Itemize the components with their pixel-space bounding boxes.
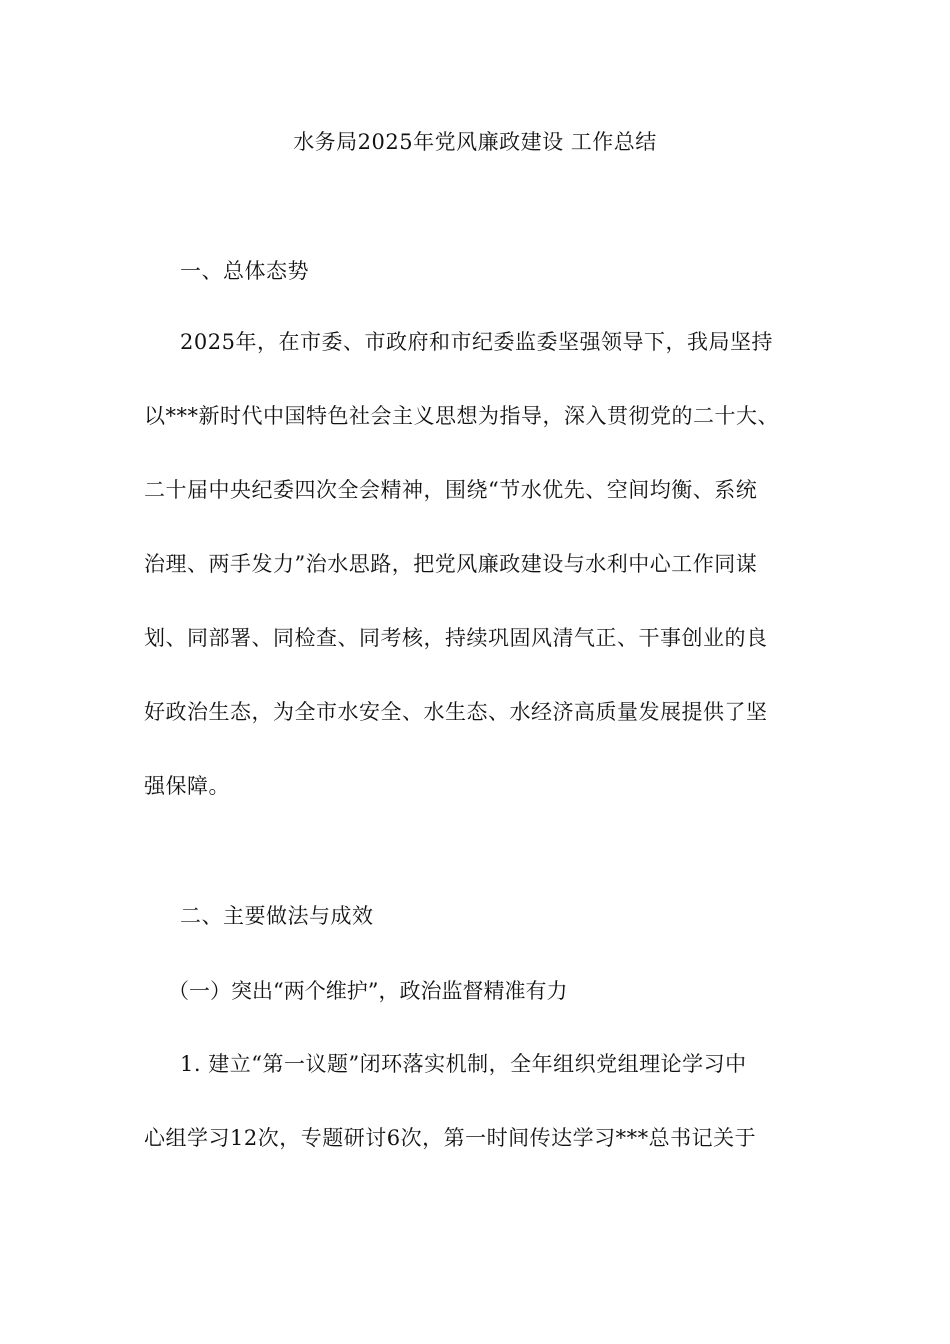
section-heading-practices: 二、主要做法与成效 (180, 904, 374, 928)
subsection-heading: （一）突出“两个维护”，政治监督精准有力 (168, 979, 568, 1003)
paragraph-line: 1. 建立“第一议题”闭环落实机制，全年组织党组理论学习中 (180, 1052, 747, 1076)
paragraph-line: 好政治生态，为全市水安全、水生态、水经济高质量发展提供了坚 (144, 700, 768, 724)
document-title: 水务局2025年党风廉政建设 工作总结 (293, 130, 657, 154)
paragraph-line: 二十届中央纪委四次全会精神，围绕“节水优先、空间均衡、系统 (144, 478, 758, 502)
paragraph-overall (144, 326, 804, 844)
paragraph-line: 强保障。 (144, 774, 230, 798)
paragraph-line: 2025年，在市委、市政府和市纪委监委坚强领导下，我局坚持 (180, 330, 773, 354)
paragraph-line: 以***新时代中国特色社会主义思想为指导，深入贯彻党的二十大、 (144, 404, 779, 428)
paragraph-line: 心组学习12次，专题研讨6次，第一时间传达学习***总书记关于 (144, 1126, 757, 1150)
paragraph-item-1 (144, 1048, 804, 1196)
paragraph-line: 划、同部署、同检查、同考核，持续巩固风清气正、干事创业的良 (144, 626, 768, 650)
paragraph-line: 治理、两手发力”治水思路，把党风廉政建设与水利中心工作同谋 (144, 552, 758, 576)
section-heading-overall: 一、总体态势 (180, 259, 309, 283)
